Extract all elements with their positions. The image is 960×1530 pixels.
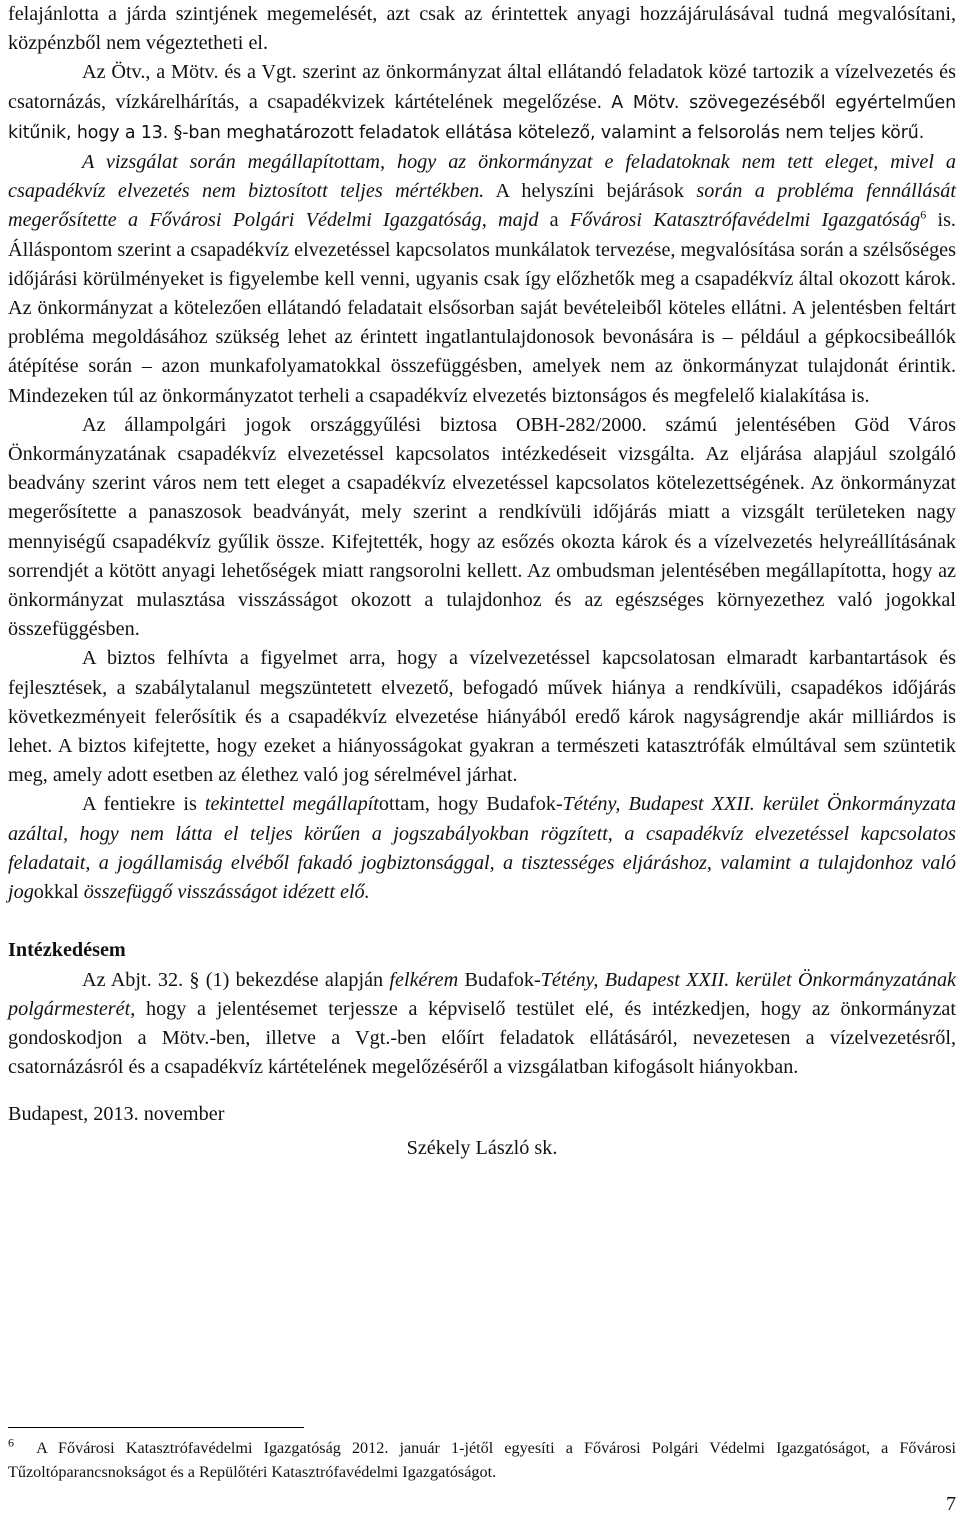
page-number: 7: [946, 1493, 956, 1515]
footnote-number: 6: [8, 1435, 14, 1450]
paragraph-6-text-3: okkal: [33, 881, 84, 904]
paragraph-5: [8, 644, 956, 790]
paragraph-2: [8, 58, 956, 148]
measures-italic-2: Tétény, Budapest XXII. kerület Önkormányzatának polgármesterét: [8, 968, 957, 1020]
paragraph-5-text: A biztos felhívta a figyelmet arra, hogy a vízelvezetéssel kapcsolatosan elmaradt karbantartások és fejlesztések, a szabálytalanul megszüntetett elvezető, befogadó művek hiánya a rendkívüli, csapadékos időjárás következményeit felerősítik és a csapadékvíz elvezetése hiányából eredő károk nagyságrendje akár milliárdos is lehet. A biztos kifejtette, hogy ezeket a hiányosságokat gyakran a természeti katasztrófák elmúltával sem szüntetik meg, amely adott esetben az élethez való jog sérelmével járhat.: [8, 647, 956, 787]
spacer: [8, 907, 956, 936]
paragraph-2-text-a: Az Ötv., a Mötv. és a Vgt. szerint az önkormányzat által ellátandó feladatok közé tartozik a vízelvezetés és csatornázás, vízkárelhárítás, a csapadékvizek kártételének megelőzése.: [8, 61, 956, 113]
paragraph-6-italic-2: Tétény, Budapest XXII. kerület Önkormányzata azáltal, hogy nem látta el teljes körűen a jogszabályokban rögzített, a csapadékvíz elvezetéssel kapcsolatos feladatait, a jogállamiság elvéből fakadó jogbiztonsággal, a tisztességes eljáráshoz, valamint a tulajdonhoz való jog: [8, 793, 956, 904]
footnote-text: A Fővárosi Katasztrófavédelmi Igazgatóság 2012. január 1-jétől egyesíti a Fővárosi Polgári Védelmi Igazgatóságot, a Fővárosi Tűzoltóparancsnokságot és a Repülőtéri Katasztrófavédelmi Igazgatóságot.: [8, 1439, 957, 1481]
paragraph-1: [8, 0, 956, 58]
place-date: Budapest, 2013. november: [8, 1103, 225, 1126]
footnote: [8, 1436, 956, 1484]
footnote-divider: [8, 1427, 304, 1428]
paragraph-6-italic-3: összefüggő visszásságot idézett elő.: [83, 881, 370, 904]
paragraph-3-text-1: A helyszíni bejárások: [484, 180, 697, 203]
paragraph-3-italic-3: Fővárosi Katasztrófavédelmi Igazgatóság: [569, 209, 921, 232]
paragraph-1-text: felajánlotta a járda szintjének megemelését, azt csak az érintettek anyagi hozzájárulásával tudná megvalósítani, közpénzből nem végeztetheti el.: [8, 3, 956, 55]
footnote-reference[interactable]: 6: [920, 207, 927, 222]
paragraph-6-text-1: A fentiekre is: [82, 793, 205, 816]
paragraph-3-italic-1: A vizsgálat során megállapítottam, hogy az önkormányzat e feladatoknak nem tett eleget, mivel a csapadékvíz elvezetés nem biztosított teljes mértékben.: [8, 151, 956, 203]
measures-italic-1: felkérem: [389, 968, 459, 991]
document-page: [8, 0, 956, 1163]
paragraph-3-italic-2: során a probléma fennállását megerősítette a Fővárosi Polgári Védelmi Igazgatóság, majd: [8, 180, 956, 232]
paragraph-3: [8, 148, 956, 411]
paragraph-6-italic-1: tekintettel megállapít: [204, 793, 379, 816]
paragraph-4-text: Az állampolgári jogok országgyűlési biztosa OBH-282/2000. számú jelentésében Göd Város Önkormányzatának csapadékvíz elvezetéssel kapcsolatos intézkedéseit vizsgálta. Az eljárása alapjául szolgáló beadvány szerint város nem tett eleget a csapadékvíz elvezetéssel kapcsolatos kötelezettségének. Az önkormányzat megerősítette a panaszosok beadványát, mely szerint a rendkívüli időjárás miatt a vizsgált területeken nagy mennyiségű csapadékvíz gyűlik össze. Kifejtették, hogy az esőzés okozta károk és a vízelvezetés helyreállításának sorrendjét a kötött anyagi lehetőségek miatt rangsorolni kellett. Az ombudsman jelentésében megállapította, hogy az önkormányzat mulasztása visszásságot okozott a tulajdonhoz és az egészséges környezethez való jogokkal összefüggésben.: [8, 413, 956, 641]
spacer: [8, 1082, 956, 1100]
paragraph-3-text-2: a: [538, 209, 570, 232]
measures-text-1: Az Abjt. 32. § (1) bekezdése alapján: [82, 968, 390, 991]
measures-text-3: , hogy a jelentésemet terjessze a képviselő testület elé, és intézkedjen, hogy az önkormányzat gondoskodjon a Mötv.-ben, illetve a Vgt.-ben előírt feladatok ellátásáról, nevezetesen a vízelvezetésről, csatornázásról és a csapadékvíz kártételének megelőzéséről a vizsgálatban kifogásolt hiányokban.: [8, 997, 956, 1079]
signature: Székely László sk.: [406, 1136, 558, 1159]
measures-text-2: Budafok-: [458, 968, 541, 991]
paragraph-2-text-b: A Mötv. szövegezéséből egyértelműen kitűnik, hogy a 13. §-ban meghatározott feladatok ellátása kötelező, valamint a felsorolás nem teljes körű.: [8, 92, 956, 143]
measures-paragraph: [8, 966, 956, 1083]
measures-heading: Intézkedésem: [8, 939, 126, 962]
paragraph-3-text-3: is. Álláspontom szerint a csapadékvíz elvezetéssel kapcsolatos munkálatok tervezése, megvalósítása során a szélsőséges időjárási körülményeket is figyelembe kell venni, ugyanis csak így előzhetők meg a csapadékvíz által okozott károk. Az önkormányzat a kötelezően ellátandó feladatait elsősorban saját bevételeiből köteles ellátni. A jelentésben feltárt probléma megoldásához szükség lehet az érintett ingatlantulajdonosok bevonására is – például a gépkocsibeállók átépítése során – azon munkafolyamatokkal összefüggésben, amelyek nem az önkormányzat tulajdonát érintik. Mindezeken túl az önkormányzatot terheli a csapadékvíz elvezetés biztonságos és megfelelő kialakítása is.: [8, 209, 956, 407]
paragraph-4: [8, 411, 956, 645]
paragraph-6: [8, 790, 956, 907]
paragraph-6-text-2: ottam, hogy Budafok-: [378, 793, 563, 816]
